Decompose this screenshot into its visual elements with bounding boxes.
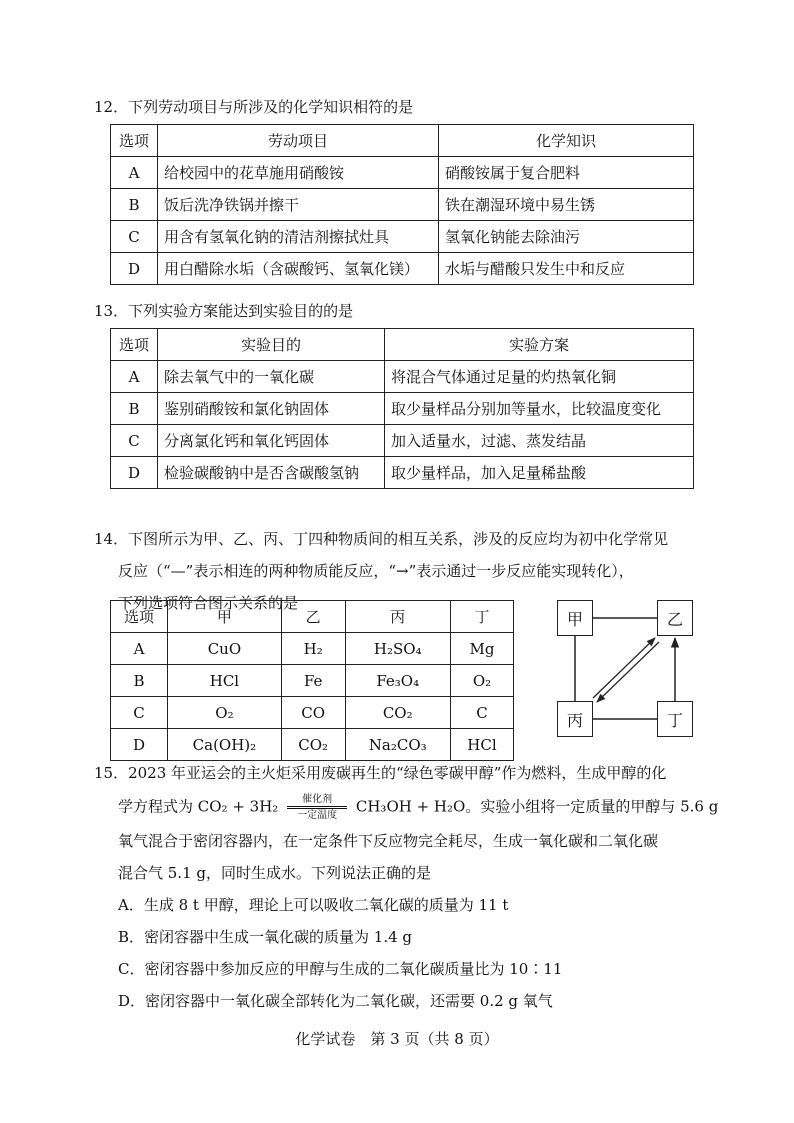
q14-line2: 反应（“—”表示相连的两种物质能反应，“→”表示通过一步反应能实现转化）， [118,562,634,580]
diagram-node-yi: 乙 [657,600,693,636]
diagram-node-bing: 丙 [557,701,593,737]
q12-cell: 铁在潮湿环境中易生锈 [439,189,694,221]
q15-option-c: C．密闭容器中参加反应的甲醇与生成的二氧化碳质量比为 10∶11 [118,960,563,978]
q15-line3: 氧气混合于密闭容器内，在一定条件下反应物完全耗尽，生成一氧化碳和二氧化碳 [118,832,659,850]
q15-equation-right: CH₃OH + H₂O。实验小组将一定质量的甲醇与 5.6 g [355,797,719,816]
table-header-row [111,329,694,361]
q14-cell: H₂ [281,633,345,665]
q14-cell: D [111,729,168,761]
q13-cell: 加入适量水，过滤、蒸发结晶 [385,425,694,457]
q12-cell: 水垢与醋酸只发生中和反应 [439,253,694,285]
q12-cell: 饭后洗净铁锅并擦干 [158,189,439,221]
q13-header-purpose: 实验目的 [158,329,385,361]
q12-cell: 用含有氢氧化钠的清洁剂擦拭灶具 [158,221,439,253]
q14-cell: CO [281,697,345,729]
q14-cell: CO₂ [281,729,345,761]
condition-catalyst: 催化剂 [302,794,333,805]
q14-cell: H₂SO₄ [345,633,450,665]
diagram-node-jia: 甲 [557,600,593,636]
q13-cell: 将混合气体通过足量的灼热氧化铜 [385,361,694,393]
equation-equals-bar [287,806,347,807]
reaction-condition [287,794,347,821]
q12-cell: 硝酸铵属于复合肥料 [439,157,694,189]
q12-cell: 氢氧化钠能去除油污 [439,221,694,253]
q13-table [110,328,694,489]
q13-cell: 分离氯化钙和氧化钙固体 [158,425,385,457]
q14-cell: HCl [168,665,282,697]
q13-cell: B [111,393,158,425]
table-row [111,633,514,665]
q14-cell: A [111,633,168,665]
q13-cell: 取少量样品，加入足量稀盐酸 [385,457,694,489]
q14-line1: 14．下图所示为甲、乙、丙、丁四种物质间的相互关系，涉及的反应均为初中化学常见 [94,530,669,548]
q14-header-yi: 乙 [281,601,345,633]
table-row [111,393,694,425]
q12-header-labor: 劳动项目 [158,125,439,157]
equation-equals-bar-2 [287,808,347,809]
q13-header-plan: 实验方案 [385,329,694,361]
table-row [111,457,694,489]
table-row [111,729,514,761]
q14-header-bing: 丙 [345,601,450,633]
q12-table [110,124,694,285]
q13-cell: A [111,361,158,393]
q12-stem: 12．下列劳动项目与所涉及的化学知识相符的是 [94,98,414,116]
q13-stem: 13．下列实验方案能达到实验目的的是 [94,302,354,320]
arrow-yi-bing [597,642,659,702]
q13-cell: 除去氧气中的一氧化碳 [158,361,385,393]
q14-cell: Fe [281,665,345,697]
q14-cell: Na₂CO₃ [345,729,450,761]
table-row [111,157,694,189]
q14-line3: 下列选项符合图示关系的是 [118,594,299,612]
q12-cell: D [111,253,158,285]
q14-cell: B [111,665,168,697]
q14-cell: O₂ [450,665,513,697]
q14-cell: C [111,697,168,729]
table-row [111,697,514,729]
q14-cell: Mg [450,633,513,665]
q15-option-a: A．生成 8 t 甲醇，理论上可以吸收二氧化碳的质量为 11 t [118,896,509,914]
q14-header-option: 选项 [111,601,168,633]
q12-cell: B [111,189,158,221]
q13-cell: D [111,457,158,489]
table-row [111,425,694,457]
q15-line1: 15．2023 年亚运会的主火炬采用废碳再生的“绿色零碳甲醇”作为燃料，生成甲醇的化 [94,764,667,782]
table-row [111,253,694,285]
arrow-bing-yi [593,638,655,698]
q14-header-ding: 丁 [450,601,513,633]
q14-cell: CO₂ [345,697,450,729]
table-header-row [111,125,694,157]
q14-cell: Ca(OH)₂ [168,729,282,761]
q15-option-d: D．密闭容器中一氧化碳全部转化为二氧化碳，还需要 0.2 g 氧气 [118,992,553,1010]
q14-cell: CuO [168,633,282,665]
condition-temperature: 一定温度 [297,810,338,821]
q15-equation-left: 学方程式为 CO₂ + 3H₂ [118,797,279,816]
q15-option-b: B．密闭容器中生成一氧化碳的质量为 1.4 g [118,928,413,946]
q14-table [110,600,514,761]
q13-cell: 鉴别硝酸铵和氯化钠固体 [158,393,385,425]
q14-cell: HCl [450,729,513,761]
q12-cell: 用白醋除水垢（含碳酸钙、氢氧化镁） [158,253,439,285]
table-row [111,221,694,253]
q14-header-jia: 甲 [168,601,282,633]
q13-header-option: 选项 [111,329,158,361]
q14-diagram [555,598,695,740]
q14-cell: O₂ [168,697,282,729]
q15-line4: 混合气 5.1 g，同时生成水。下列说法正确的是 [118,864,431,882]
page-footer: 化学试卷 第 3 页（共 8 页） [295,1030,499,1048]
q13-cell: C [111,425,158,457]
table-row [111,361,694,393]
table-header-row [111,601,514,633]
q12-cell: 给校园中的花草施用硝酸铵 [158,157,439,189]
q13-cell: 取少量样品分别加等量水，比较温度变化 [385,393,694,425]
q14-cell: Fe₃O₄ [345,665,450,697]
table-row [111,665,514,697]
diagram-node-ding: 丁 [657,701,693,737]
q12-cell: A [111,157,158,189]
q13-cell: 检验碳酸钠中是否含碳酸氢钠 [158,457,385,489]
q12-header-option: 选项 [111,125,158,157]
q12-cell: C [111,221,158,253]
table-row [111,189,694,221]
q14-cell: C [450,697,513,729]
q15-line2 [118,794,718,821]
q12-header-knowledge: 化学知识 [439,125,694,157]
